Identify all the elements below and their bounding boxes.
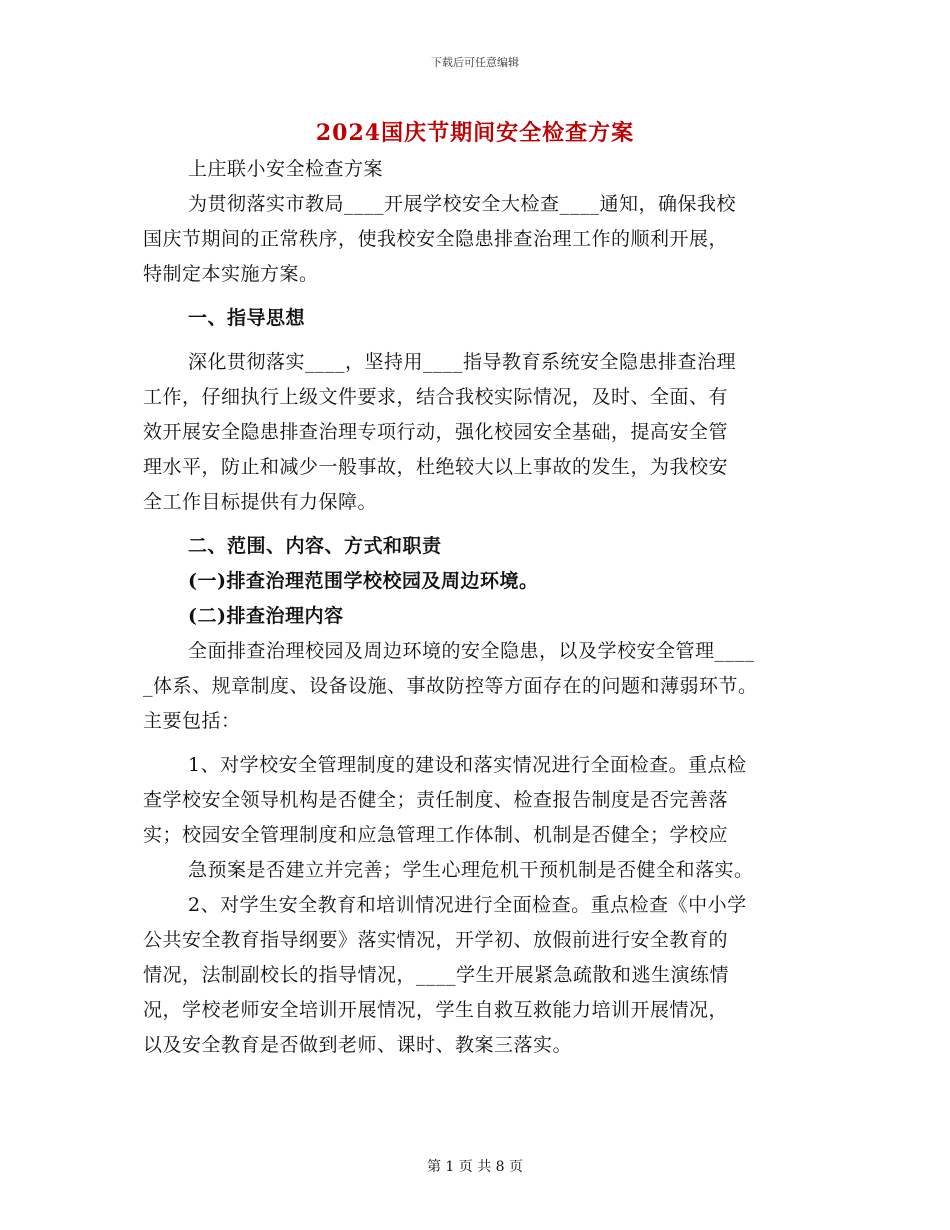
subsection-heading-range: (一)排查治理范围学校校园及周边环境。: [188, 570, 539, 592]
list-item-line: 以及安全教育是否做到老师、课时、教案三落实。: [143, 1034, 573, 1056]
section-heading-guiding: 一、指导思想: [188, 307, 306, 329]
list-item-line: 情况，法制副校长的指导情况，____学生开展紧急疏散和逃生演练情: [143, 964, 730, 986]
list-item-line: 查学校安全领导机构是否健全；责任制度、检查报告制度是否完善落: [143, 789, 729, 811]
list-item-line: 1、对学校安全管理制度的建设和落实情况进行全面检查。重点检: [188, 754, 747, 776]
list-item-line: 况，学校老师安全培训开展情况，学生自救互救能力培训开展情况，: [143, 999, 729, 1021]
paragraph-line: 为贯彻落实市教局____开展学校安全大检查____通知，确保我校: [188, 193, 737, 215]
paragraph-line: 效开展安全隐患排查治理专项行动，强化校园安全基础，提高安全管: [143, 421, 729, 443]
document-title: 2024国庆节期间安全检查方案: [315, 120, 635, 146]
page-number-footer: 第 1 页 共 8 页: [426, 1159, 524, 1175]
paragraph-line: 深化贯彻落实____，坚持用____指导教育系统安全隐患排查治理: [188, 351, 737, 373]
list-item-line: 2、对学生安全教育和培训情况进行全面检查。重点检查《中小学: [188, 894, 747, 916]
paragraph-line: 特制定本实施方案。: [143, 263, 319, 285]
paragraph-line: 工作，仔细执行上级文件要求，结合我校实际情况，及时、全面、有: [143, 386, 729, 408]
header-note: 下载后可任意编辑: [431, 56, 519, 69]
list-item-line: 实；校园安全管理制度和应急管理工作体制、机制是否健全；学校应: [143, 824, 729, 846]
document-body: [143, 152, 813, 1063]
paragraph-line: 主要包括：: [143, 710, 241, 732]
subtitle-line: 上庄联小安全检查方案: [188, 158, 384, 180]
list-item-line: 急预案是否建立并完善；学生心理危机干预机制是否健全和落实。: [188, 859, 754, 881]
paragraph-line: 理水平，防止和减少一般事故，杜绝较大以上事故的发生，为我校安: [143, 456, 729, 478]
subsection-heading-content: (二)排查治理内容: [188, 605, 344, 627]
section-heading-scope: 二、范围、内容、方式和职责: [188, 535, 442, 557]
paragraph-line: 国庆节期间的正常秩序，使我校安全隐患排查治理工作的顺利开展，: [143, 228, 729, 250]
list-item-line: 公共安全教育指导纲要》落实情况，开学初、放假前进行安全教育的: [143, 929, 729, 951]
paragraph-line: 全工作目标提供有力保障。: [143, 491, 378, 513]
paragraph-line: _体系、规章制度、设备设施、事故防控等方面存在的问题和薄弱环节。: [143, 675, 758, 697]
paragraph-line: 全面排查治理校园及周边环境的安全隐患，以及学校安全管理____: [188, 640, 755, 662]
